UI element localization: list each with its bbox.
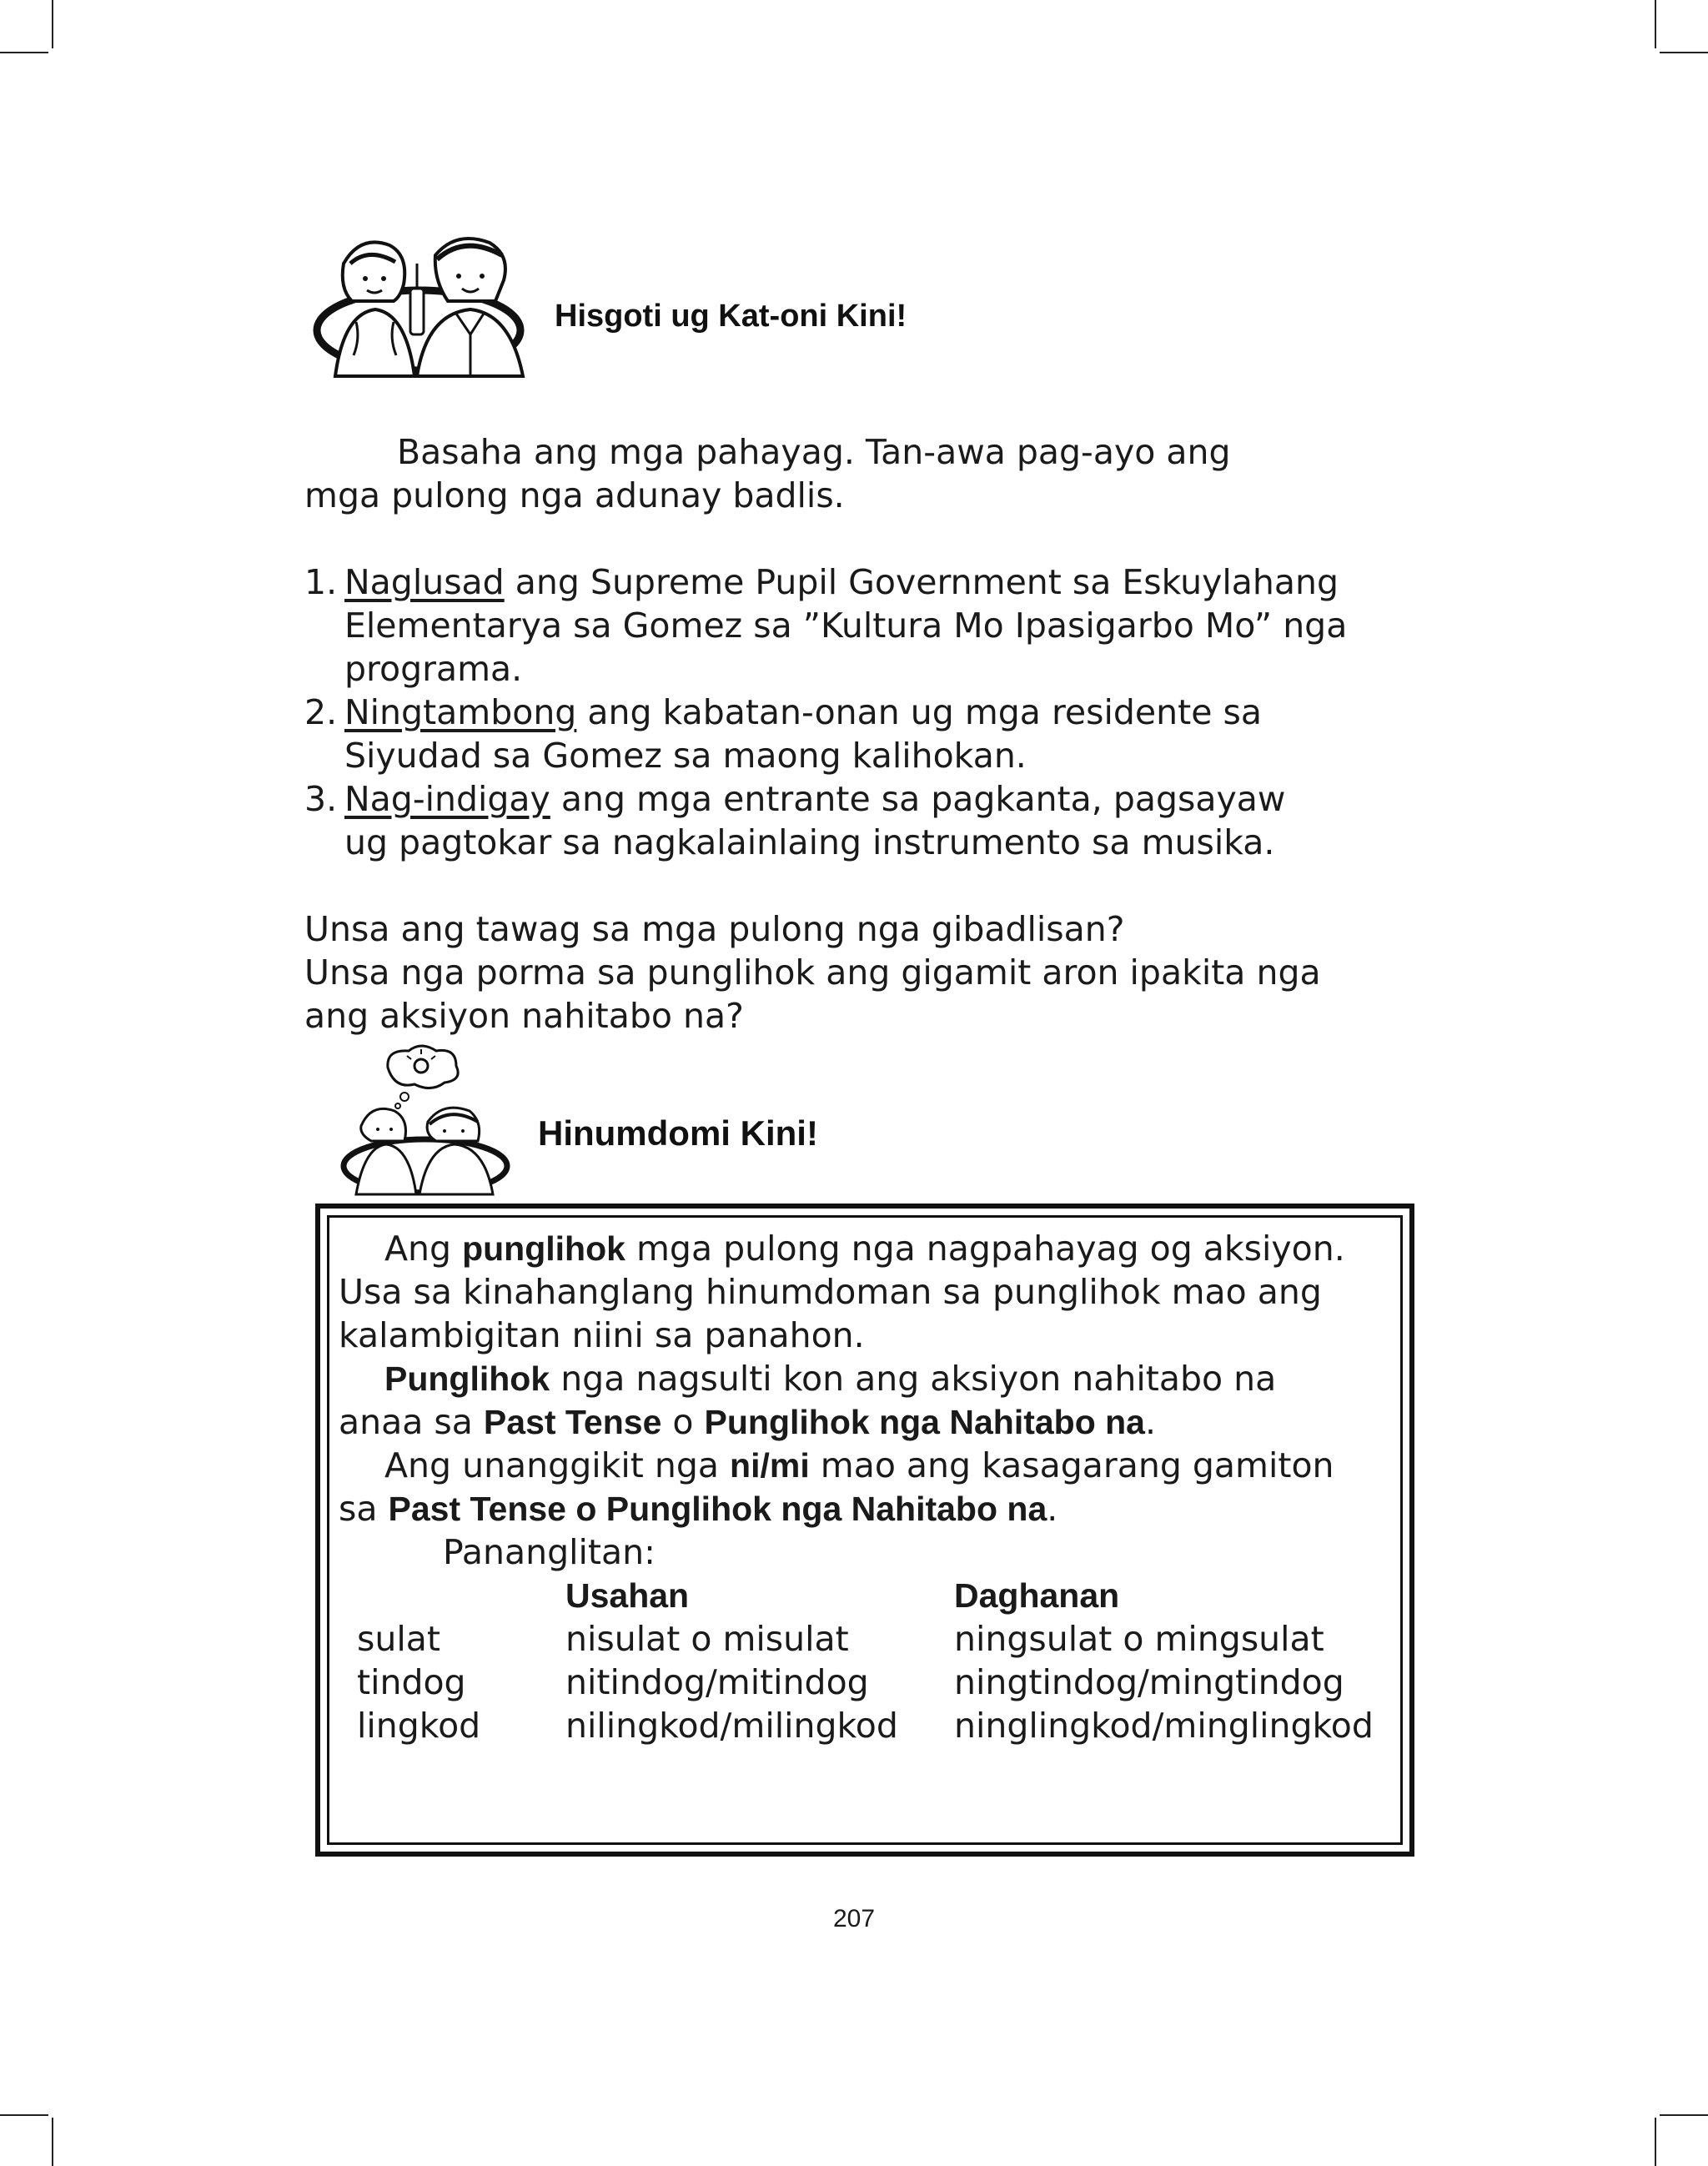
text-run: Ang [384,1229,463,1269]
question-line: Unsa nga porma sa punglihok ang gigamit aron ipakita nga [304,952,1321,993]
table-cell: ningsulat o mingsulat [954,1619,1324,1659]
examples-label: Pananglitan: [443,1532,656,1572]
text-run: . [1047,1489,1058,1529]
rule-line [339,1487,1398,1530]
list-item [304,560,1514,691]
intro-line: Basaha ang mga pahayag. Tan-awa pag-ayo ang [397,432,1231,472]
table-cell: ningtindog/mingtindog [954,1662,1344,1702]
rule-paragraph [339,1227,1398,1270]
table-cell: nilingkod/milingkod [565,1706,898,1746]
table-header-row [357,1574,1374,1617]
bold-term: Punglihok [384,1359,550,1398]
table-cell: sulat [357,1619,440,1659]
item-text: programa. [344,649,523,689]
text-run: o [661,1402,705,1442]
text-run: . [1145,1402,1157,1442]
item-text: ang Supreme Pupil Government sa Eskuylahang [504,562,1339,602]
examples-table [357,1574,1374,1747]
section-title: Hinumdomi Kini! [538,1113,818,1153]
item-text: Siyudad sa Gomez sa maong kalihokan. [344,736,1027,776]
bold-term: Punglihok nga Nahitabo na [704,1403,1145,1441]
table-row [357,1617,1374,1661]
table-cell: nitindog/mitindog [565,1662,869,1702]
children-illustration [310,230,548,379]
rule-line: kalambigitan niini sa panahon. [339,1315,865,1355]
crop-mark [1660,52,1708,53]
item-text: ug pagtokar sa nagkalainlaing instrumento sa musika. [344,822,1275,862]
item-number: 2. [304,692,338,732]
numbered-list [304,560,1514,864]
intro-paragraph [304,430,1472,517]
question-line: Unsa ang tawag sa mga pulong nga gibadlisan? [304,909,1125,949]
item-text: Elementarya sa Gomez sa ”Kultura Mo Ipasigarbo Mo” nga [344,606,1348,646]
bold-term: Past Tense o Punglihok nga Nahitabo na [388,1490,1047,1528]
crop-mark [52,2118,53,2166]
table-header [357,1574,565,1617]
rule-paragraph [339,1357,1398,1400]
text-run: nga nagsulti kon ang aksiyon nahitabo na [550,1359,1277,1399]
question-line: ang aksiyon nahitabo na? [304,996,744,1036]
underlined-verb: Nag-indigay [344,779,550,819]
table-cell: nisulat o misulat [565,1619,849,1659]
crop-mark [1655,0,1656,48]
list-item [304,691,1514,777]
item-text: ang kabatan-onan ug mga residente sa [576,692,1262,732]
bold-term: Past Tense [483,1403,662,1441]
crop-mark [52,0,53,48]
rule-text [339,1227,1398,1747]
table-row [357,1661,1374,1704]
questions [304,907,1514,1038]
section-title: Hisgoti ug Kat-oni Kini! [555,299,907,334]
intro-line: mga pulong nga adunay badlis. [304,475,845,515]
bold-term: ni/mi [730,1446,810,1485]
page-number: 207 [832,1905,876,1932]
table-row [357,1704,1374,1747]
underlined-verb: Ningtambong [344,692,577,732]
rule-box [315,1204,1414,1857]
thinking-children-illustration [338,1043,513,1197]
underlined-verb: Naglusad [344,562,505,602]
item-number: 1. [304,562,338,602]
bold-term: punglihok [462,1229,625,1268]
text-run: anaa sa [339,1402,484,1442]
crop-mark [1655,2118,1656,2166]
text-run: sa [339,1489,389,1529]
list-item [304,777,1514,864]
rule-paragraph [339,1444,1398,1487]
table-cell: ninglingkod/minglingkod [954,1706,1374,1746]
table-cell: tindog [357,1662,466,1702]
item-text: ang mga entrante sa pagkanta, pagsayaw [550,779,1286,819]
text-run: mga pulong nga nagpahayag og aksiyon. [625,1229,1345,1269]
table-header: Usahan [565,1576,690,1615]
table-header: Daghanan [954,1576,1120,1615]
table-cell: lingkod [357,1706,481,1746]
rule-line [339,1400,1398,1444]
rule-line: Usa sa kinahanglang hinumdoman sa punglihok mao ang [339,1272,1322,1312]
text-run: mao ang kasagarang gamiton [809,1445,1334,1485]
item-number: 3. [304,779,338,819]
crop-mark [0,2114,48,2116]
text-run: Ang unanggikit nga [384,1445,731,1485]
crop-mark [0,52,48,53]
crop-mark [1660,2114,1708,2116]
